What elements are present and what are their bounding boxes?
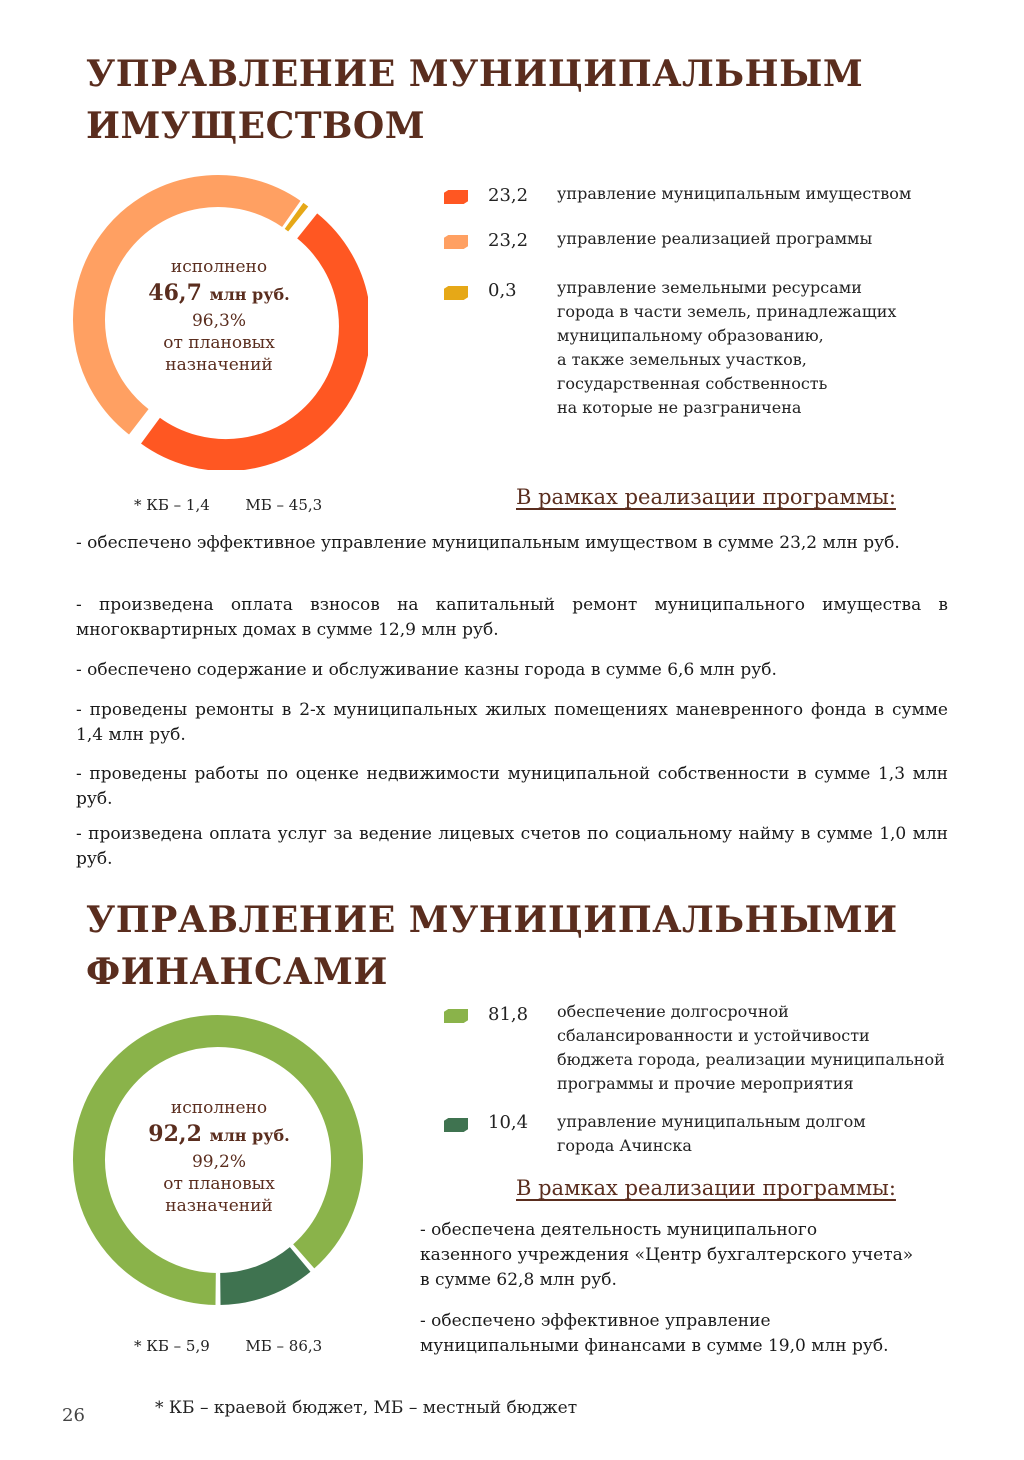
donut1-center-label bbox=[129, 256, 309, 376]
budget-kb: * КБ – 1,4 bbox=[134, 496, 210, 514]
executed-percent: 96,3% bbox=[191, 311, 246, 331]
bullet-item: - проведены ремонты в 2-х муниципальных жилых помещениях маневренного фонда в сумме 1,4 млн руб. bbox=[76, 700, 948, 745]
legend-text-property: управление муниципальным имуществом bbox=[557, 184, 912, 203]
section1-title bbox=[86, 48, 863, 152]
page-number: 26 bbox=[62, 1405, 85, 1426]
footnote: * КБ – краевой бюджет, МБ – местный бюджет bbox=[155, 1398, 578, 1418]
legend-swatch-balance bbox=[444, 1009, 468, 1023]
donut-slice-debt bbox=[219, 1246, 312, 1306]
section2-title bbox=[86, 894, 898, 998]
budget-split-finance bbox=[134, 1336, 322, 1356]
section2-title-line1: УПРАВЛЕНИЕ МУНИЦИПАЛЬНЫМИ bbox=[86, 899, 898, 941]
budget-kb: * КБ – 5,9 bbox=[134, 1337, 210, 1355]
bullet-item: - произведена оплата взносов на капитальный ремонт муниципального имущества в многоквартирных домах в сумме 12,9 млн руб. bbox=[76, 595, 948, 640]
legend-text-program: управление реализацией программы bbox=[557, 229, 873, 248]
legend-value-balance: 81,8 bbox=[488, 1004, 529, 1025]
legend-swatch-property bbox=[444, 190, 468, 204]
legend-text-balance: обеспечение долгосрочной сбалансированности и устойчивости бюджета города, реализации муниципальной программы и прочие мероприятия bbox=[557, 1002, 945, 1093]
bullet-item: - обеспечено эффективное управление муниципальным имуществом в сумме 23,2 млн руб. bbox=[76, 533, 900, 553]
section2-subheading: В рамках реализации программы: bbox=[516, 1176, 896, 1200]
section1-title-line1: УПРАВЛЕНИЕ МУНИЦИПАЛЬНЫМ bbox=[86, 53, 864, 95]
executed-label: исполнено bbox=[170, 1098, 268, 1118]
bullet-item: - обеспечено эффективное управление муниципальными финансами в сумме 19,0 млн руб. bbox=[420, 1311, 889, 1356]
legend-swatch-debt bbox=[444, 1118, 468, 1132]
executed-of-line1: от плановых bbox=[163, 1174, 275, 1194]
executed-amount: 92,2 млн руб. bbox=[148, 1121, 290, 1147]
legend-value-program: 23,2 bbox=[488, 230, 529, 251]
budget-mb: МБ – 86,3 bbox=[245, 1337, 323, 1355]
section2-title-line2: ФИНАНСАМИ bbox=[86, 951, 388, 993]
legend-text-land: управление земельными ресурсами города в части земель, принадлежащих муниципальному образованию, а также земельных участков, государственная собственность на которые не разграничена bbox=[557, 278, 897, 417]
legend-swatch-program bbox=[444, 235, 468, 249]
section1-title-line2: ИМУЩЕСТВОМ bbox=[86, 105, 426, 147]
executed-of-line2: назначений bbox=[165, 1196, 273, 1216]
section1-subheading: В рамках реализации программы: bbox=[516, 485, 896, 509]
executed-of-line1: от плановых bbox=[163, 333, 275, 353]
legend-value-property: 23,2 bbox=[488, 185, 529, 206]
budget-split-property bbox=[134, 495, 322, 515]
executed-label: исполнено bbox=[170, 257, 268, 277]
executed-of-line2: назначений bbox=[165, 355, 273, 375]
donut2-center-label bbox=[129, 1097, 309, 1217]
legend-swatch-land bbox=[444, 286, 468, 300]
executed-percent: 99,2% bbox=[191, 1152, 246, 1172]
bullet-item: - проведены работы по оценке недвижимости муниципальной собственности в сумме 1,3 млн руб. bbox=[76, 764, 948, 809]
bullet-item: - обеспечена деятельность муниципального казенного учреждения «Центр бухгалтерского учета» в сумме 62,8 млн руб. bbox=[420, 1220, 914, 1290]
executed-amount: 46,7 млн руб. bbox=[148, 280, 290, 306]
bullet-item: - обеспечено содержание и обслуживание казны города в сумме 6,6 млн руб. bbox=[76, 660, 777, 680]
budget-mb: МБ – 45,3 bbox=[245, 496, 323, 514]
legend-text-debt: управление муниципальным долгом города Ачинска bbox=[557, 1112, 866, 1155]
legend-value-land: 0,3 bbox=[488, 280, 517, 301]
bullet-item: - произведена оплата услуг за ведение лицевых счетов по социальному найму в сумме 1,0 млн руб. bbox=[76, 824, 948, 869]
legend-value-debt: 10,4 bbox=[488, 1112, 529, 1133]
